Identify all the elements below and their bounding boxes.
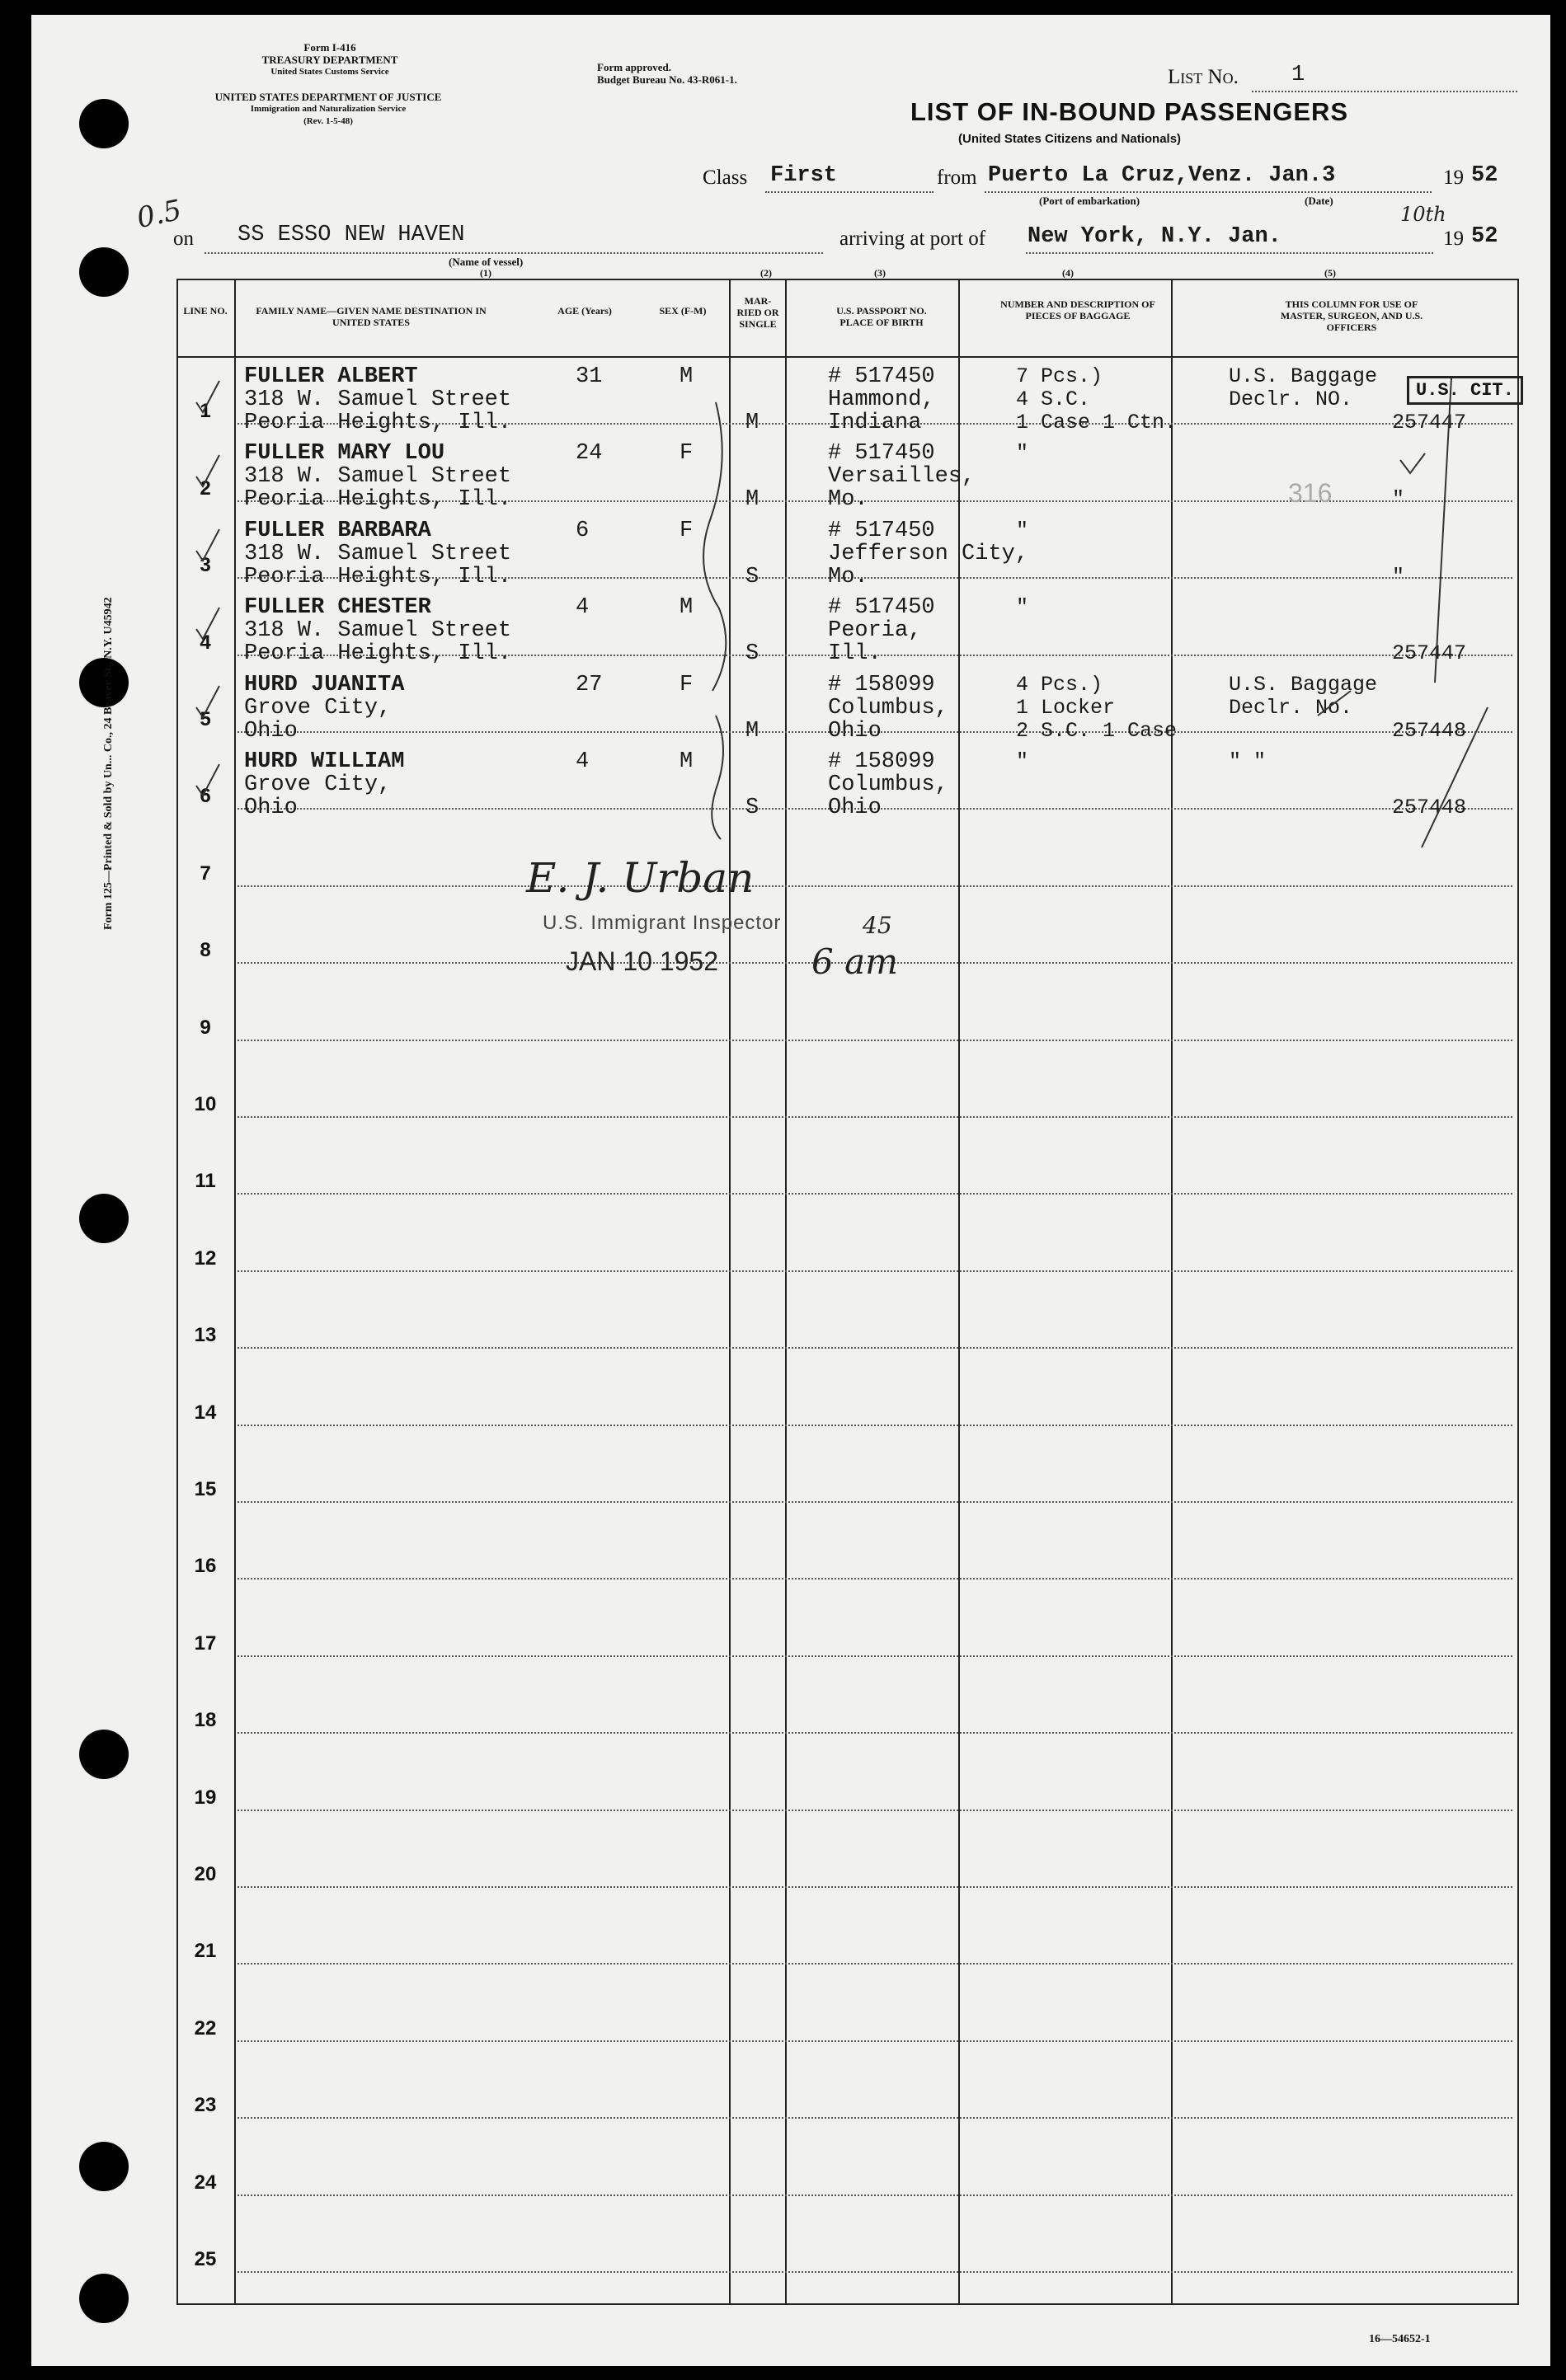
passenger-city: Ohio	[244, 796, 298, 820]
vessel-caption: (Name of vessel)	[449, 256, 524, 268]
vessel-name: SS ESSO NEW HAVEN	[237, 223, 465, 247]
row-number: 7	[200, 861, 211, 885]
passenger-name: HURD WILLIAM	[244, 749, 405, 774]
on-label: on	[173, 228, 194, 250]
us-cit-text: U.S. CIT.	[1416, 380, 1514, 401]
class-value: First	[770, 163, 838, 188]
arriving-value: New York, N.Y. Jan.	[1028, 224, 1281, 249]
passenger-marital-status: S	[745, 796, 759, 820]
birth-place: Columbus,	[828, 772, 948, 797]
passenger-city: Peoria Heights, Ill.	[244, 411, 512, 435]
passenger-address: Grove City,	[244, 772, 392, 797]
passenger-marital-status: S	[745, 641, 759, 667]
date-caption: (Date)	[1305, 195, 1333, 207]
row-number: 22	[194, 2016, 217, 2040]
passenger-age: 4	[576, 595, 590, 621]
declaration-number: 257448	[1392, 718, 1467, 743]
col-header-age: AGE (Years)	[557, 305, 612, 317]
passenger-marital-status: M	[745, 411, 759, 435]
rev-date: (Rev. 1-5-48)	[303, 116, 353, 126]
declaration-number: "	[1392, 487, 1405, 512]
col-header-sex: SEX (F-M)	[659, 305, 707, 317]
baggage-line: "	[1016, 518, 1029, 542]
officer-note: " "	[1229, 749, 1267, 773]
faint-number: 316	[1288, 478, 1333, 508]
passenger-address: 318 W. Samuel Street	[244, 541, 512, 566]
passport-number: # 517450	[828, 441, 935, 467]
baggage-line: 7 Pcs.)	[1016, 364, 1103, 388]
year-prefix-arrival: 19	[1443, 228, 1464, 250]
passenger-age: 31	[576, 364, 603, 389]
row-number: 20	[194, 1863, 217, 1885]
treasury-dept: TREASURY DEPARTMENT	[261, 54, 398, 66]
baggage-line: 4 S.C.	[1016, 387, 1091, 411]
declaration-number: 257447	[1392, 411, 1467, 434]
form-title: LIST OF IN-BOUND PASSENGERS	[910, 97, 1349, 126]
inspection-date: JAN 10 1952	[566, 946, 719, 976]
birth-place-state: Mo.	[828, 564, 868, 589]
arriving-day: 10th	[1400, 203, 1446, 226]
passenger-age: 24	[576, 441, 603, 467]
inspection-time: 6 am	[811, 941, 898, 982]
col-header-baggage: NUMBER AND DESCRIPTION OF PIECES OF BAGGAGE	[1000, 298, 1155, 322]
budget-bureau: Budget Bureau No. 43-R061-1.	[597, 73, 737, 86]
year-arrival: 52	[1471, 224, 1498, 249]
row-number: 8	[200, 939, 211, 962]
passenger-address: 318 W. Samuel Street	[244, 387, 512, 412]
list-no-value: 1	[1291, 63, 1305, 87]
inspector-title: U.S. Immigrant Inspector	[543, 912, 782, 934]
birth-place: Jefferson City,	[828, 541, 1029, 566]
row-number: 15	[194, 1478, 217, 1500]
passenger-city: Peoria Heights, Ill.	[244, 487, 512, 513]
baggage-line: "	[1016, 749, 1029, 773]
justice-dept: UNITED STATES DEPARTMENT OF JUSTICE	[214, 91, 442, 103]
row-number: 23	[194, 2094, 217, 2117]
officer-note: U.S. Baggage	[1229, 672, 1378, 697]
baggage-line: "	[1016, 441, 1029, 466]
passenger-city: Peoria Heights, Ill.	[244, 641, 512, 667]
row-number: 24	[194, 2171, 217, 2194]
birth-place: Versailles,	[828, 464, 976, 490]
row-number: 10	[194, 1093, 217, 1115]
row-number: 17	[194, 1631, 217, 1655]
passenger-sex: M	[680, 595, 694, 621]
colnum-3: (3)	[874, 267, 886, 279]
col-header-married: MAR-RIED OR SINGLE	[736, 295, 779, 330]
birth-place-state: Ohio	[828, 796, 882, 820]
us-cit-stamp	[1407, 376, 1523, 405]
passport-number: # 158099	[828, 672, 935, 697]
passenger-name: FULLER MARY LOU	[244, 441, 445, 467]
passenger-manifest-sheet	[31, 15, 1550, 2366]
row-number: 5	[200, 708, 211, 730]
passenger-sex: F	[680, 672, 694, 697]
colnum-1: (1)	[480, 267, 491, 279]
row-number: 18	[194, 1709, 217, 1732]
passport-number: # 517450	[828, 364, 935, 389]
customs-service: United States Customs Service	[270, 67, 389, 77]
baggage-line: "	[1016, 595, 1029, 620]
row-number: 2	[200, 476, 211, 500]
declaration-number: "	[1392, 564, 1405, 589]
birth-place: Peoria,	[828, 618, 922, 644]
declaration-number: 257448	[1392, 796, 1467, 819]
passenger-sex: F	[680, 518, 694, 543]
arriving-label: arriving at port of	[839, 228, 986, 250]
handwritten-marks	[31, 15, 1550, 2366]
row-number: 3	[200, 554, 211, 577]
colnum-5: (5)	[1324, 267, 1336, 279]
baggage-line: 1 Case 1 Ctn.	[1016, 411, 1178, 434]
passenger-address: 318 W. Samuel Street	[244, 464, 512, 490]
birth-place: Hammond,	[828, 387, 935, 412]
passenger-city: Peoria Heights, Ill.	[244, 564, 512, 589]
passenger-name: FULLER ALBERT	[244, 364, 418, 389]
ins-service: Immigration and Naturalization Service	[250, 104, 407, 114]
officer-note: Declr. NO.	[1229, 387, 1353, 411]
row-number: 9	[200, 1016, 211, 1039]
passenger-marital-status: M	[745, 718, 759, 744]
colnum-4: (4)	[1062, 267, 1074, 279]
birth-place-state: Indiana	[828, 411, 922, 435]
passenger-name: FULLER BARBARA	[244, 518, 431, 543]
port-caption: (Port of embarkation)	[1039, 195, 1140, 207]
row-number: 14	[194, 1401, 217, 1424]
list-no-label: List No.	[1168, 66, 1239, 88]
passenger-marital-status: S	[745, 564, 759, 589]
inspection-minutes: 45	[863, 912, 892, 939]
passport-number: # 517450	[828, 595, 935, 621]
passenger-address: Grove City,	[244, 695, 392, 721]
col-header-passport: U.S. PASSPORT NO. PLACE OF BIRTH	[836, 305, 927, 328]
row-number: 1	[200, 400, 211, 423]
from-value: Puerto La Cruz,Venz. Jan.3	[988, 163, 1336, 188]
form-subtitle: (United States Citizens and Nationals)	[958, 132, 1182, 146]
birth-place: Columbus,	[828, 695, 948, 721]
passenger-age: 4	[576, 749, 590, 774]
row-number: 11	[195, 1170, 216, 1193]
colnum-2: (2)	[760, 267, 772, 279]
passenger-address: 318 W. Samuel Street	[244, 618, 512, 644]
declaration-number: 257447	[1392, 641, 1467, 666]
passenger-sex: M	[680, 364, 694, 389]
side-printer-text: Form 125—Printed & Sold by Un... Co., 24 Beaver St., N.Y. U45942	[102, 597, 115, 930]
birth-place-state: Ohio	[828, 718, 882, 744]
passenger-sex: M	[680, 749, 694, 774]
birth-place-state: Ill.	[828, 641, 882, 667]
passenger-name: FULLER CHESTER	[244, 595, 431, 621]
form-approved: Form approved.	[597, 61, 672, 73]
row-number: 21	[194, 1940, 217, 1963]
passenger-marital-status: M	[745, 487, 759, 513]
row-number: 12	[194, 1246, 217, 1270]
year-prefix-from: 19	[1443, 167, 1464, 189]
passenger-sex: F	[680, 441, 694, 467]
passenger-age: 6	[576, 518, 590, 543]
form-number: Form I-416	[303, 41, 356, 54]
col-header-name: FAMILY NAME—GIVEN NAME DESTINATION IN UNITED STATES	[256, 305, 487, 328]
col-header-line: LINE NO.	[183, 305, 228, 317]
row-number: 25	[194, 2248, 217, 2270]
row-number: 13	[194, 1324, 217, 1347]
passenger-name: HURD JUANITA	[244, 672, 405, 697]
baggage-line: 2 S.C. 1 Case	[1016, 718, 1178, 743]
margin-note: 0.5	[134, 193, 185, 236]
inspector-signature: E. J. Urban	[526, 854, 755, 902]
passenger-age: 27	[576, 672, 603, 697]
year-from: 52	[1471, 163, 1498, 188]
row-number: 16	[194, 1555, 217, 1578]
from-label: from	[937, 167, 977, 189]
footer-code: 16—54652-1	[1369, 2333, 1431, 2345]
passenger-city: Ohio	[244, 718, 298, 744]
passport-number: # 517450	[828, 518, 935, 543]
baggage-line: 4 Pcs.)	[1016, 672, 1103, 697]
row-number: 19	[194, 1786, 217, 1809]
row-number: 6	[200, 785, 211, 808]
row-number: 4	[200, 631, 211, 654]
passport-number: # 158099	[828, 749, 935, 774]
col-header-officers: THIS COLUMN FOR USE OF MASTER, SURGEON, AND U.S. OFFICERS	[1280, 298, 1423, 333]
class-label: Class	[703, 167, 748, 189]
officer-note: U.S. Baggage	[1229, 364, 1378, 388]
birth-place-state: Mo.	[828, 487, 868, 513]
baggage-line: 1 Locker	[1016, 695, 1116, 720]
officer-note: Declr. No.	[1229, 695, 1353, 720]
